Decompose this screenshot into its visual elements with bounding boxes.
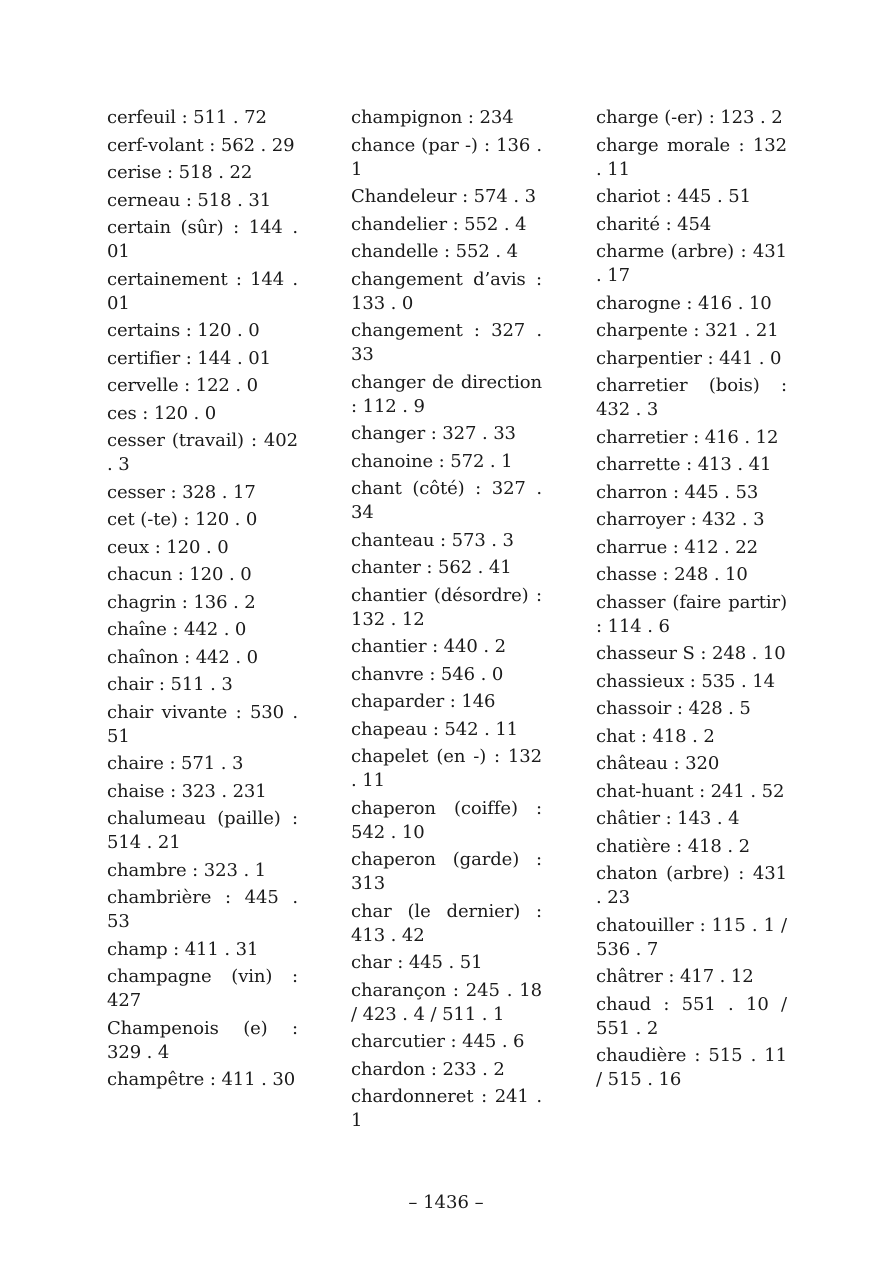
index-entry: chardonneret : 241 . 1: [351, 1086, 542, 1131]
index-entry: ces : 120 . 0: [107, 402, 217, 424]
index-entry: chasse : 248 . 10: [596, 564, 748, 585]
index-entry: char (le dernier) : 413 . 42: [351, 900, 542, 946]
index-entry: chant (côté) : 327 . 34: [351, 478, 542, 523]
index-entry: charge morale : 132 . 11: [596, 134, 787, 180]
page-number: – 1436 –: [408, 1192, 484, 1213]
index-entry: charpentier : 441 . 0: [596, 347, 782, 369]
index-entry: changement : 327 . 33: [351, 320, 542, 365]
index-entry: Champenois (e) : 329 . 4: [107, 1017, 298, 1063]
index-entry: cerf-volant : 562 . 29: [107, 134, 295, 156]
index-entry: cesser (travail) : 402 . 3: [107, 430, 298, 475]
index-entry: chardon : 233 . 2: [351, 1058, 505, 1080]
index-entry: chaud : 551 . 10 / 551 . 2: [596, 993, 787, 1039]
index-entry: charge (-er) : 123 . 2: [596, 107, 783, 128]
index-entry: cet (-te) : 120 . 0: [107, 509, 258, 530]
index-entry: certains : 120 . 0: [107, 320, 260, 341]
index-entry: chaparder : 146: [351, 691, 496, 712]
index-entry: chanteau : 573 . 3: [351, 529, 514, 551]
index-entry: chaperon (coiffe) : 542 . 10: [351, 797, 542, 843]
index-entry: char : 445 . 51: [351, 952, 483, 973]
index-entry: chandelier : 552 . 4: [351, 213, 527, 235]
index-entry: certain (sûr) : 144 . 01: [107, 217, 298, 262]
index-entry: châtrer : 417 . 12: [596, 966, 754, 987]
index-entry: charcutier : 445 . 6: [351, 1031, 525, 1052]
index-entry: chatouiller : 115 . 1 / 536 . 7: [596, 914, 787, 960]
index-entry: chassieux : 535 . 14: [596, 670, 775, 692]
index-entry: chassoir : 428 . 5: [596, 698, 751, 719]
index-entry: chambre : 323 . 1: [107, 859, 267, 881]
index-entry: chat : 418 . 2: [596, 725, 715, 747]
index-entry: charpente : 321 . 21: [596, 320, 779, 341]
index-entry: champêtre : 411 . 30: [107, 1069, 296, 1090]
index-column-3: [596, 106, 787, 1096]
index-entry: chanvre : 546 . 0: [351, 663, 504, 685]
index-entry: charretier (bois) : 432 . 3: [596, 375, 787, 420]
index-entry: chaise : 323 . 231: [107, 780, 267, 802]
index-entry: chair : 511 . 3: [107, 674, 233, 695]
index-entry: chandelle : 552 . 4: [351, 241, 518, 262]
index-entry: changer de direction : 112 . 9: [351, 371, 542, 417]
index-entry: changer : 327 . 33: [351, 423, 516, 444]
index-entry: chaîne : 442 . 0: [107, 619, 247, 640]
index-entry: chaînon : 442 . 0: [107, 646, 258, 668]
index-entry: chapeau : 542 . 11: [351, 718, 519, 740]
index-entry: cerneau : 518 . 31: [107, 189, 272, 211]
index-entry: cerfeuil : 511 . 72: [107, 107, 267, 128]
index-entry: champignon : 234: [351, 107, 514, 128]
index-entry: charron : 445 . 53: [596, 481, 759, 503]
index-entry: chagrin : 136 . 2: [107, 591, 256, 613]
index-entry: chasseur S : 248 . 10: [596, 643, 786, 664]
index-entry: charrue : 412 . 22: [596, 536, 758, 558]
index-entry: cerise : 518 . 22: [107, 162, 253, 183]
index-entry: chanter : 562 . 41: [351, 557, 512, 578]
index-entry: cesser : 328 . 17: [107, 481, 256, 503]
index-entry: chaire : 571 . 3: [107, 753, 244, 774]
index-entry: chaudière : 515 . 11 / 515 . 16: [596, 1045, 787, 1090]
index-entry: champagne (vin) : 427: [107, 966, 298, 1011]
index-entry: chantier : 440 . 2: [351, 636, 506, 657]
index-entry: chaton (arbre) : 431 . 23: [596, 863, 787, 908]
index-entry: château : 320: [596, 753, 720, 774]
index-entry: chatière : 418 . 2: [596, 835, 750, 857]
index-entry: chaperon (garde) : 313: [351, 849, 542, 894]
index-entry: Chandeleur : 574 . 3: [351, 186, 536, 207]
index-entry: charançon : 245 . 18 / 423 . 4 / 511 . 1: [351, 979, 542, 1025]
index-entry: chance (par -) : 136 . 1: [351, 134, 542, 180]
index-entry: châtier : 143 . 4: [596, 808, 740, 829]
index-entry: chambrière : 445 . 53: [107, 887, 298, 932]
index-entry: charogne : 416 . 10: [596, 292, 772, 314]
index-entry: charrette : 413 . 41: [596, 454, 772, 475]
index-entry: cervelle : 122 . 0: [107, 375, 259, 396]
index-entry: certainement : 144 . 01: [107, 268, 298, 314]
index-entry: chacun : 120 . 0: [107, 564, 252, 585]
index-entry: charroyer : 432 . 3: [596, 509, 765, 530]
index-entry: champ : 411 . 31: [107, 938, 259, 960]
index-column-1: [107, 106, 298, 1096]
index-entry: charretier : 416 . 12: [596, 426, 779, 448]
index-column-2: [351, 106, 542, 1137]
index-entry: chasser (faire partir) : 114 . 6: [596, 591, 787, 637]
index-entry: chalumeau (paille) : 514 . 21: [107, 808, 298, 853]
index-entry: certifier : 144 . 01: [107, 347, 271, 369]
index-entry: chanoine : 572 . 1: [351, 450, 513, 472]
index-entry: chair vivante : 530 . 51: [107, 701, 298, 747]
index-entry: chapelet (en -) : 132 . 11: [351, 746, 542, 791]
index-entry: chariot : 445 . 51: [596, 186, 751, 207]
index-entry: charité : 454: [596, 213, 712, 235]
index-entry: changement d’avis : 133 . 0: [351, 268, 542, 314]
index-entry: chat-huant : 241 . 52: [596, 780, 785, 802]
index-entry: chantier (désordre) : 132 . 12: [351, 584, 542, 630]
index-entry: charme (arbre) : 431 . 17: [596, 241, 787, 286]
index-entry: ceux : 120 . 0: [107, 536, 229, 558]
